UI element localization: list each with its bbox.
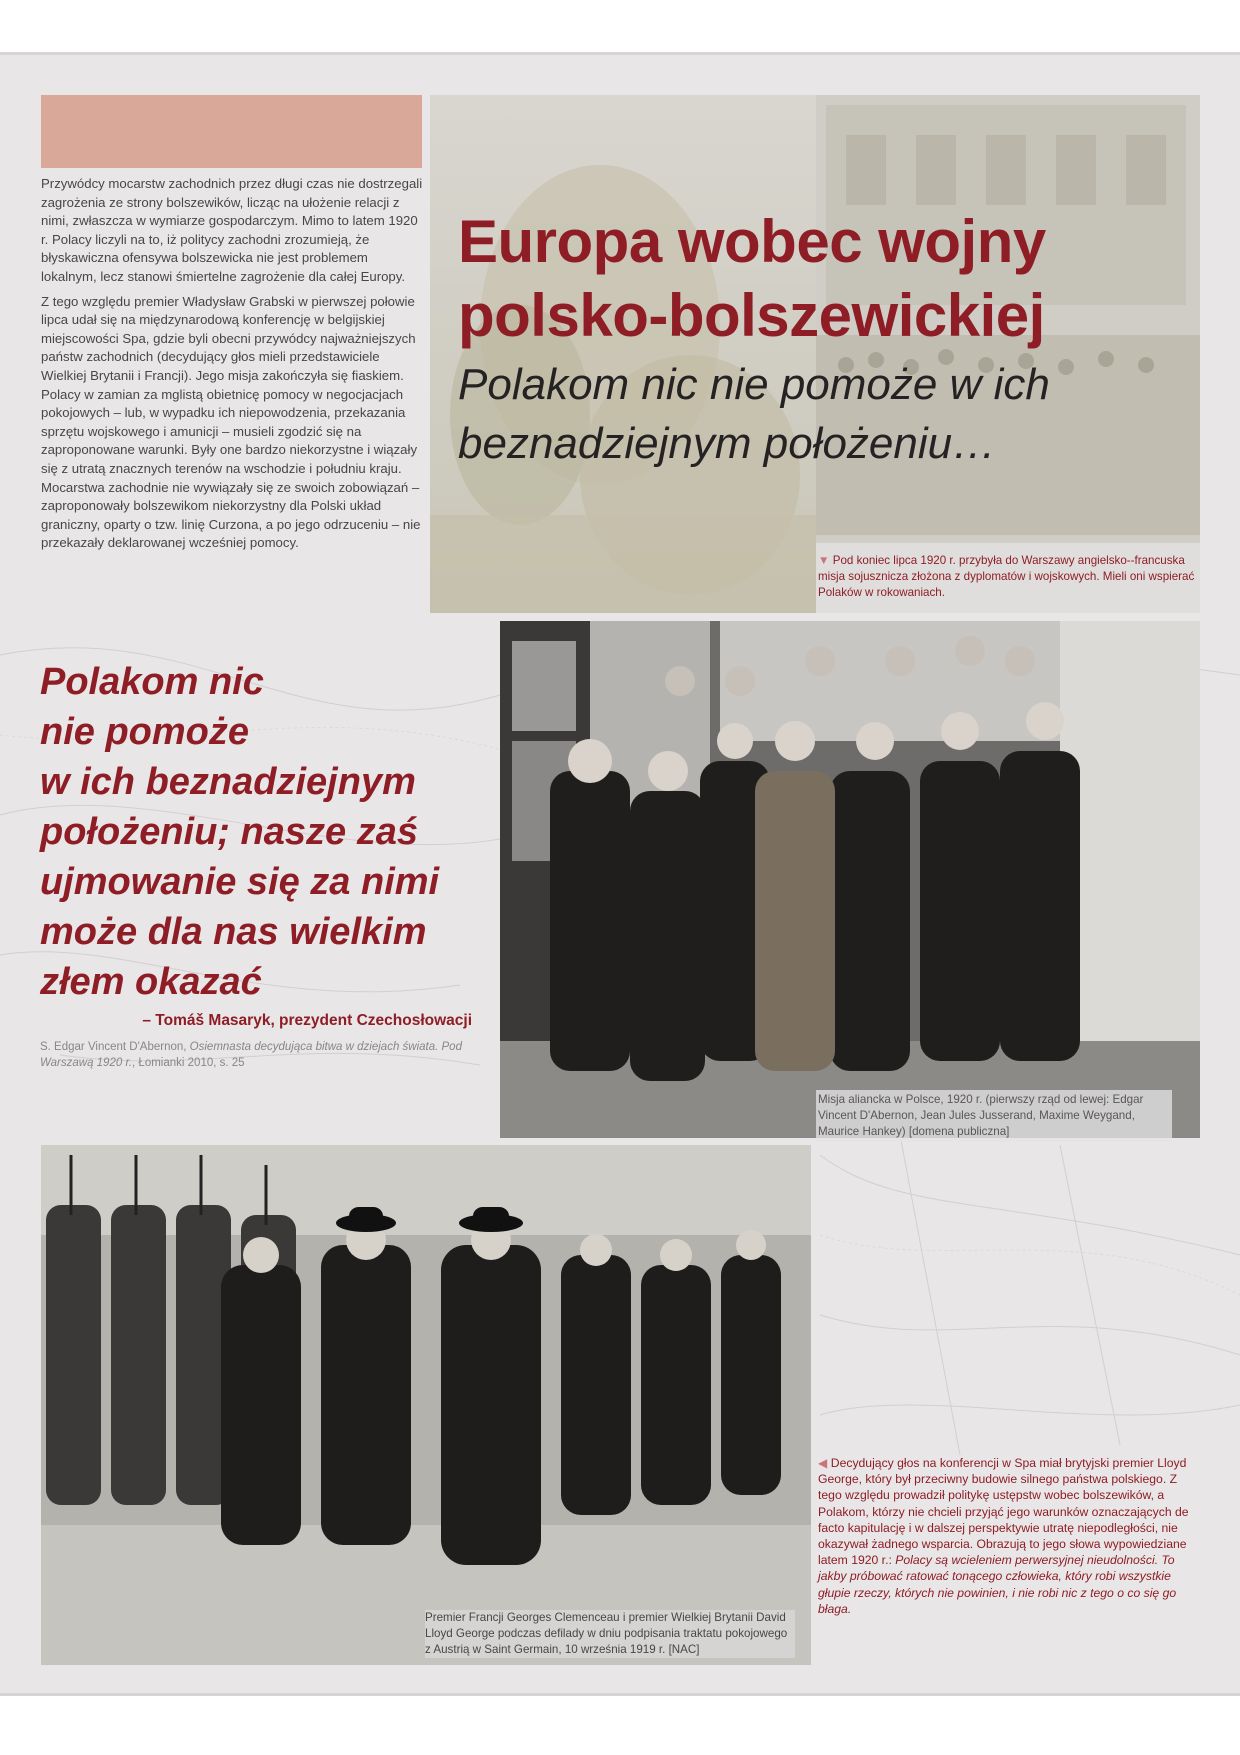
parade-saint-germain-photo — [41, 1145, 811, 1665]
subtitle-line-1: Polakom nic nie pomoże w ich — [458, 360, 1050, 409]
caption-lloyd-george — [818, 1455, 1200, 1617]
quote-line-6: może dla nas wielkim — [40, 911, 427, 953]
source-author: S. Edgar Vincent D'Abernon, — [40, 1041, 187, 1053]
quote-source — [40, 1039, 480, 1071]
quote-line-2: nie pomoże — [40, 711, 250, 753]
title-line-2: polsko-bolszewickiej — [458, 282, 1045, 349]
quote-author: – Tomáš Masaryk, prezydent Czechosłowacji — [142, 1012, 472, 1029]
caption-allied-mission-group: Misja aliancka w Polsce, 1920 r. (pierwszy rząd od lewej: Edgar Vincent D'Abernon, Jean Jules Jusserand, Maxime Weygand, Maurice Hankey) [domena publiczna] — [816, 1090, 1172, 1142]
caption-top-text: Pod koniec lipca 1920 r. przybyła do Warszawy angielsko--francuska misja sojusznicza złożona z dyplomatów i wojskowych. Mieli oni wspierać Polaków w rokowaniach. — [818, 554, 1195, 599]
page-title — [458, 205, 1198, 353]
allied-mission-group-photo — [500, 621, 1200, 1138]
title-line-1: Europa wobec wojny — [458, 208, 1046, 275]
quote-line-7: złem okazać — [40, 961, 262, 1003]
caption-allied-mission-arrival — [818, 553, 1198, 601]
source-title: Osiemnasta decydująca bitwa w dziejach świata. Pod Warszawą 1920 r. — [40, 1041, 462, 1069]
quote-line-5: ujmowanie się za nimi — [40, 861, 440, 903]
caret-left-icon: ◀ — [818, 1456, 828, 1470]
quote-line-3: w ich beznadziejnym — [40, 761, 416, 803]
quote-line-1: Polakom nic — [40, 661, 264, 703]
caret-down-icon: ▼ — [818, 554, 830, 567]
caption-parade: Premier Francji Georges Clemenceau i premier Wielkiej Brytanii David Lloyd George podczas defilady w dniu podpisania traktatu pokojowego z Austrią w Saint Germain, 10 września 1919 r. [NAC] — [425, 1610, 795, 1658]
intro-text — [41, 175, 426, 559]
page-subtitle — [458, 355, 1198, 473]
caption-right-text: Decydujący głos na konferencji w Spa miał brytyjski premier Lloyd George, który był przeciwny budowie silnego państwa polskiego. Z tego względu prowadził politykę ustępstw wobec bolszewików, a Polakom, którzy nie chcieli przyjąć jego warunków oznaczających de facto kapitulację i w dalszej perspektywie utratę niepodległości, nie okazywał żadnego wsparcia. Obrazują to jego słowa wypowiedziane latem 1920 r.: — [818, 1456, 1189, 1568]
quote-line-4: położeniu; nasze zaś — [40, 811, 418, 853]
masaryk-quote — [40, 657, 490, 1007]
lloyd-george-quote: Polacy są wcieleniem perwersyjnej nieudolności. To jakby próbować ratować tonącego człowieka, który robi wszystkie głupie rzeczy, których nie powinien, i nie robi nic z tego o co się go błaga. — [818, 1553, 1177, 1616]
intro-paragraph-1: Przywódcy mocarstw zachodnich przez długi czas nie dostrzegali zagrożenia ze strony bolszewików, licząc na ułożenie relacji z nimi, zwłaszcza w wymiarze gospodarczym. Mimo to latem 1920 r. Polacy liczyli na to, iż politycy zachodni zrozumieją, że błyskawiczna ofensywa bolszewicka nie jest problemem lokalnym, lecz stanowi śmiertelne zagrożenie dla całej Europy. — [41, 176, 423, 284]
intro-paragraph-2: Z tego względu premier Władysław Grabski w pierwszej połowie lipca udał się na międzynarodową konferencję w belgijskiej miejscowości Spa, gdzie byli obecni przywódcy najważniejszych państw zachodnich (decydujący głos mieli przedstawiciele Wielkiej Brytanii i Francji). Jego misja zakończyła się fiaskiem. Polacy w zamian za mglistą obietnicę pomocy w negocjacjach pokojowych – lub, w wypadku ich niepowodzenia, przekazania sprzętu wojskowego i amunicji – musieli zgodzić się na zaproponowane warunki. Były one bardzo niekorzystne i wiązały się z utratą znacznych terenów na wschodzie i południu kraju. Mocarstwa zachodnie nie wywiązały się ze swoich zobowiązań – zaproponowały bolszewikom niekorzystny dla Polski układ graniczny, oparty o tzw. linię Curzona, a po jego odrzuceniu – nie przekazały deklarowanej wcześniej pomocy. — [41, 293, 421, 551]
building-crowd-photo — [816, 95, 1200, 613]
source-publication: , Łomianki 2010, s. 25 — [132, 1057, 245, 1069]
subtitle-line-2: beznadziejnym położeniu… — [458, 419, 997, 468]
poster-panel — [0, 52, 1240, 1696]
accent-block — [41, 95, 422, 168]
